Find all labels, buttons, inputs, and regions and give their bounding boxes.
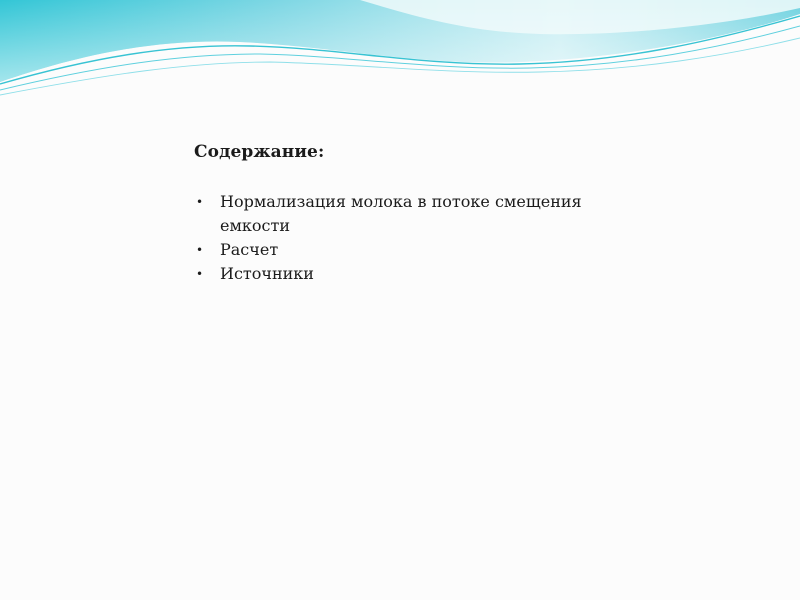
bullet-icon: • xyxy=(196,243,204,257)
list-item-text: Расчет xyxy=(220,240,279,259)
contents-list xyxy=(194,190,634,286)
decorative-wave-header xyxy=(0,0,800,130)
list-item xyxy=(194,262,634,286)
contents-heading: Содержание: xyxy=(194,142,325,162)
list-item-text: Нормализация молока в потоке смещения емкости xyxy=(220,192,582,235)
list-item xyxy=(194,190,634,238)
bullet-icon: • xyxy=(196,195,204,209)
bullet-icon: • xyxy=(196,267,204,281)
list-item xyxy=(194,238,634,262)
list-item-text: Источники xyxy=(220,264,314,283)
slide-content xyxy=(194,140,634,286)
wave-sheen xyxy=(0,0,800,82)
